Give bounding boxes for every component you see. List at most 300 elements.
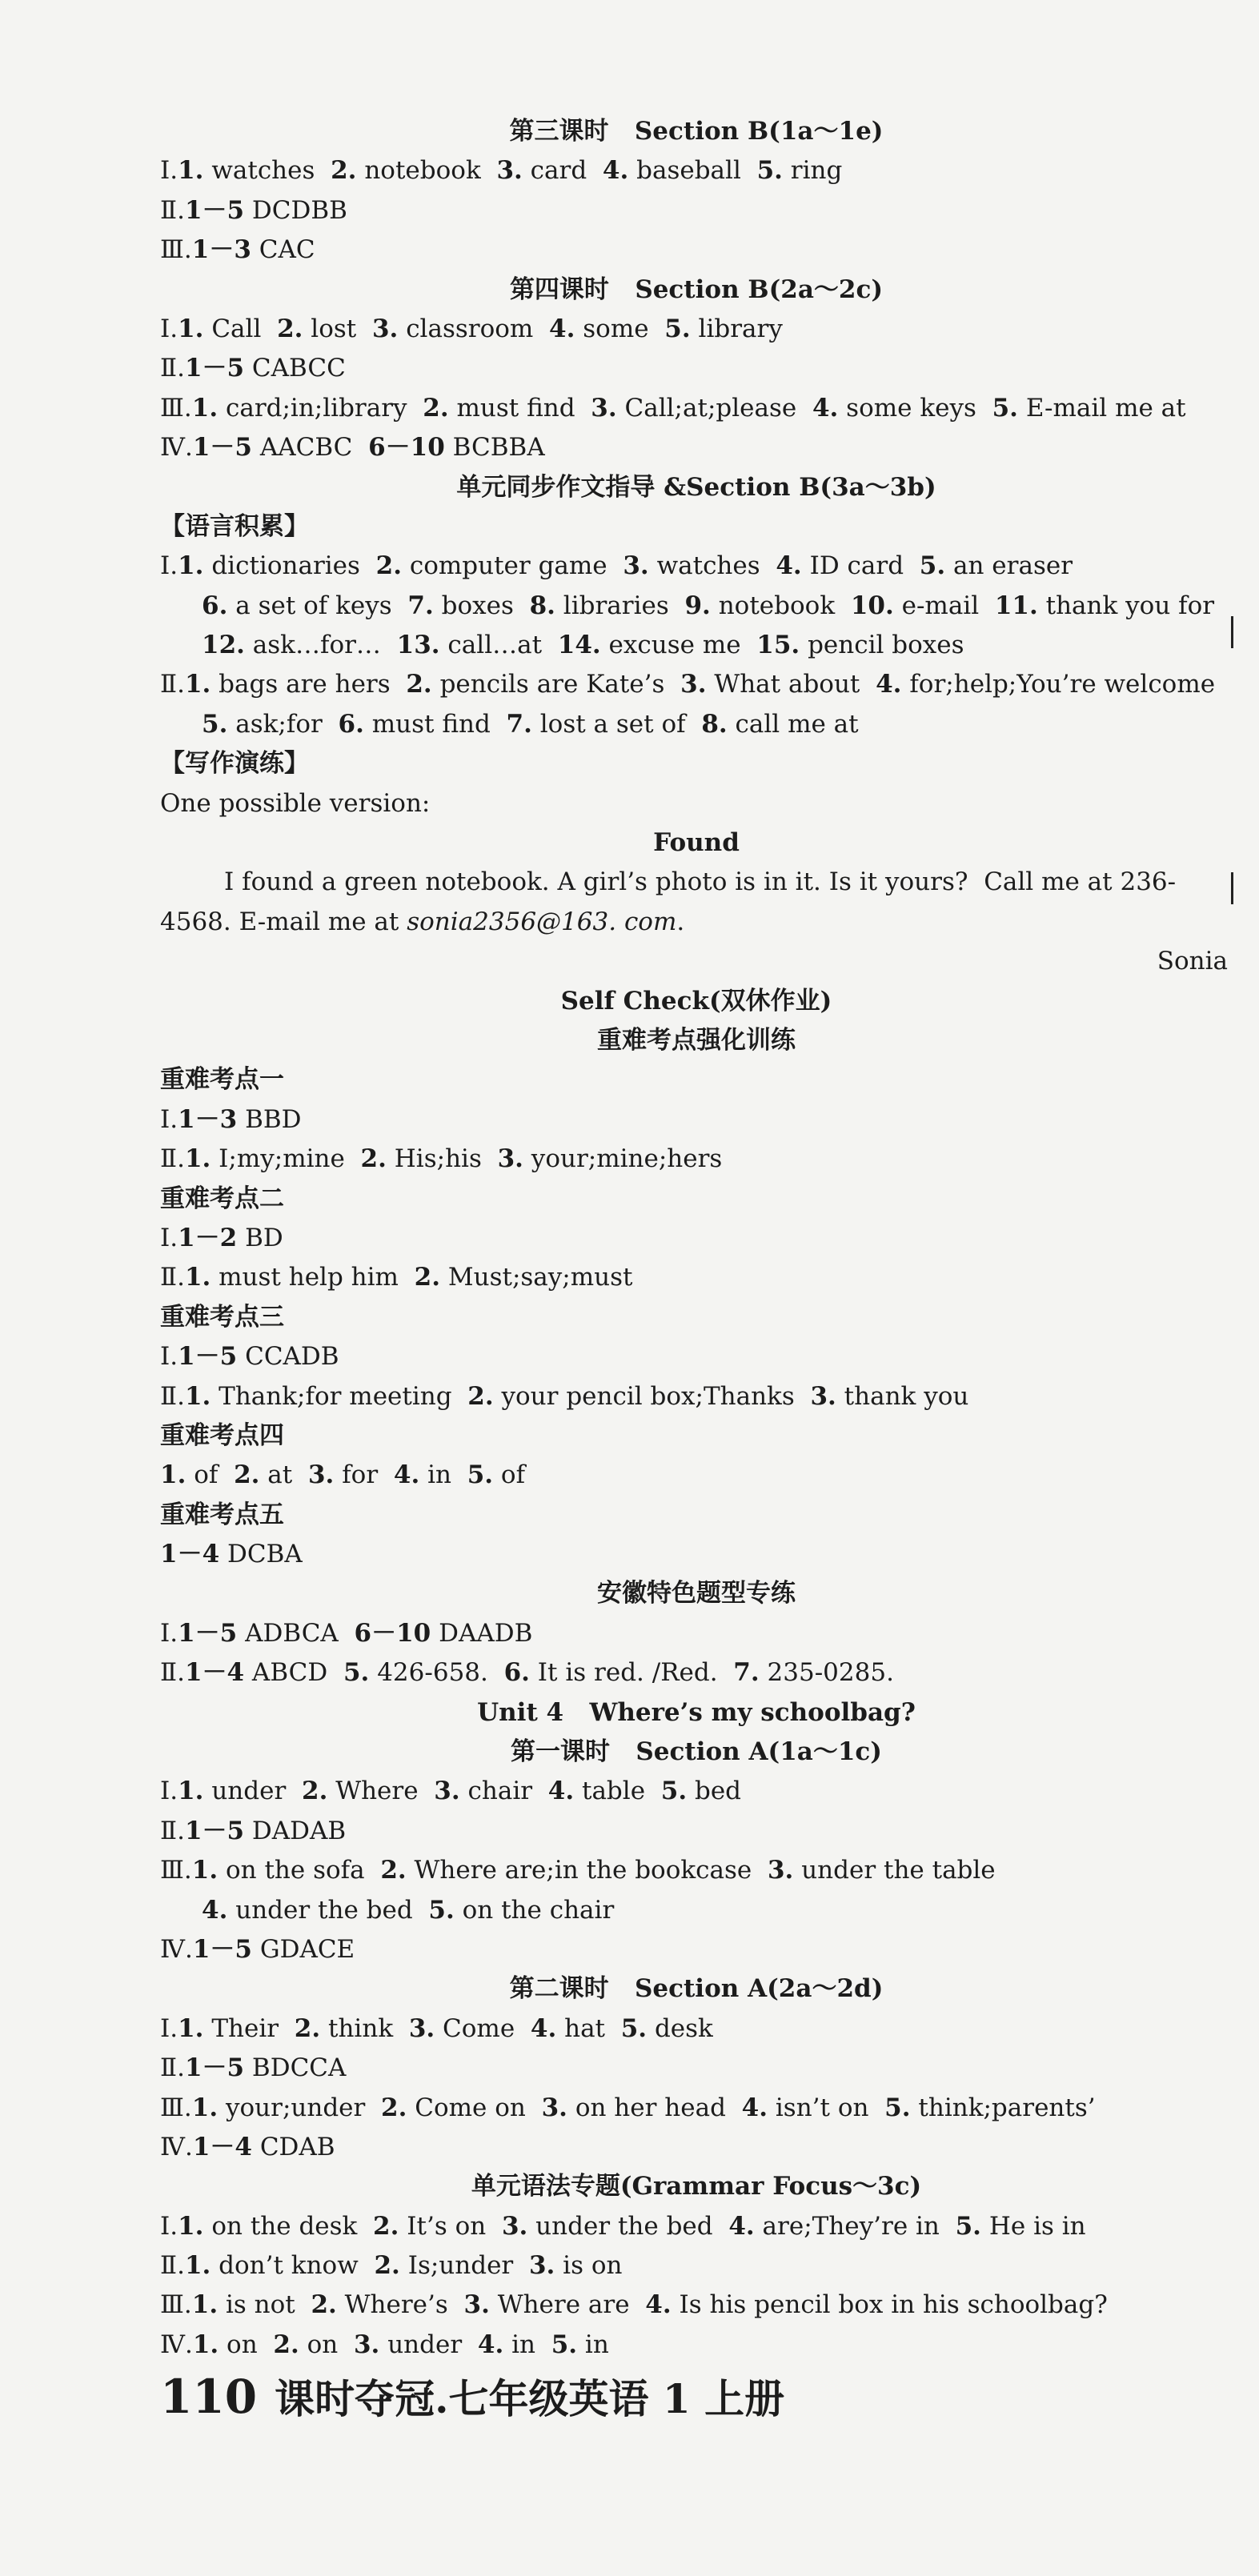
answer-text: lost a set of (531, 709, 702, 739)
answer-text: 5. (202, 709, 228, 739)
answer-text: 5. (756, 156, 783, 186)
answer-text: desk (647, 2013, 713, 2043)
answer-text: 6. (338, 709, 364, 739)
answer-text: 单元同步作文指导 &Section B(3a～3b) (456, 472, 936, 502)
answer-line (160, 349, 1233, 388)
answer-text: 1－2 (178, 1223, 238, 1252)
answer-text: Ⅲ. (160, 2093, 192, 2122)
answer-line (160, 705, 1233, 744)
answer-text: DAADB (431, 1618, 533, 1648)
answer-text: Ⅱ. (160, 195, 185, 225)
answer-text: It’s on (399, 2211, 502, 2241)
answer-text: in (503, 2330, 551, 2359)
answer-text: 3. (591, 393, 617, 423)
answer-text: 【写作演练】 (160, 749, 309, 779)
answer-text: One possible version: (160, 788, 431, 818)
answer-text: 13. (396, 631, 440, 660)
answer-text: your;mine;hers (523, 1144, 723, 1174)
answer-text: 2. (375, 551, 403, 581)
answer-line (160, 1930, 1233, 1969)
answer-text: 1－4 (192, 2132, 252, 2161)
answer-text: Must;say;must (440, 1263, 633, 1292)
answer-text: 第一课时 Section A(1a～1c) (511, 1737, 882, 1767)
answer-text: His;his (386, 1144, 498, 1174)
answer-line (160, 1535, 1233, 1574)
answer-text: 5. (660, 1777, 688, 1806)
answer-text: DCBA (219, 1540, 303, 1569)
answer-text: 单元语法专题(Grammar Focus～3c) (471, 2172, 922, 2201)
answer-text: excuse me (600, 631, 757, 660)
answer-text: your;under (218, 2093, 382, 2122)
answer-text: under (379, 2330, 478, 2359)
answer-text: watches (203, 156, 331, 186)
answer-text: Ⅳ. (160, 433, 193, 463)
answer-text: BBD (237, 1104, 302, 1134)
answer-text: E-mail me at (1017, 393, 1186, 423)
answer-line (160, 428, 1233, 467)
answer-text: 2. (423, 393, 449, 423)
answer-text: Ⅱ. (160, 1263, 185, 1292)
section-heading (160, 982, 1233, 1021)
answer-text: 1－4 (160, 1540, 220, 1569)
answer-text: Ⅱ. (160, 1144, 185, 1174)
answer-text: 235-0285. (759, 1658, 894, 1688)
answer-text: 3. (463, 2290, 490, 2320)
answer-line (160, 1653, 1233, 1693)
answer-text: Ⅱ. (160, 670, 185, 699)
answer-text: watches (648, 551, 776, 581)
answer-text: Ⅰ. (160, 551, 178, 581)
answer-text: 1. (191, 2290, 219, 2320)
answer-text: on her head (567, 2093, 742, 2122)
scan-edge-mark (1231, 872, 1233, 904)
answer-text: CAC (251, 235, 315, 265)
answer-text: hat (556, 2013, 621, 2043)
answer-text: Where are (489, 2290, 646, 2320)
answer-text: Call (203, 314, 278, 343)
section-heading (160, 823, 1233, 863)
answer-text: I;my;mine (211, 1144, 361, 1174)
answer-text: 3. (528, 2251, 555, 2281)
answer-text: dictionaries (203, 551, 376, 581)
answer-line (160, 2089, 1233, 2128)
answer-text: Ⅱ. (160, 2251, 185, 2281)
answer-text: 1. (178, 314, 204, 343)
section-heading (160, 1733, 1233, 1772)
answer-text: 5. (467, 1460, 494, 1490)
answer-text: 第四课时 Section B(2a～2c) (509, 274, 884, 304)
answer-line (160, 230, 1233, 270)
answer-line (160, 587, 1233, 626)
answer-text: 5. (343, 1658, 370, 1688)
answer-text: Unit 4 Where’s my schoolbag? (477, 1697, 916, 1727)
answer-text: in (577, 2330, 609, 2359)
answer-text: It is red. /Red. (529, 1658, 734, 1688)
answer-text: ADBCA (237, 1618, 355, 1648)
answer-text: 5. (664, 314, 691, 343)
answer-line (160, 310, 1233, 349)
answer-text: 5. (620, 2013, 648, 2043)
answer-text: 2. (331, 156, 357, 186)
answer-text: 7. (733, 1658, 760, 1688)
answer-text: 1. (178, 551, 204, 581)
answer-text: 2. (311, 2290, 337, 2320)
answer-text: Ⅰ. (160, 2211, 178, 2241)
answer-line (160, 665, 1233, 704)
answer-text: Ⅰ. (160, 1223, 178, 1252)
answer-text: must find (363, 709, 507, 739)
answer-text: 3. (408, 2013, 435, 2043)
answer-text: 4. (202, 1895, 228, 1925)
answer-line (160, 2286, 1233, 2325)
answer-text: a set of keys (227, 591, 408, 620)
answer-text: 4. (728, 2211, 755, 2241)
answer-text: 6－10 (354, 1618, 431, 1648)
answer-text: 5. (884, 2093, 911, 2122)
answer-text: are;They’re in (754, 2211, 956, 2241)
answer-text: Where (327, 1777, 435, 1806)
answer-text: 4568. E-mail me at (160, 907, 407, 936)
answer-text: 2. (302, 1777, 328, 1806)
answer-text: for (334, 1460, 394, 1490)
section-heading (160, 1969, 1233, 2009)
book-title: 课时夺冠.七年级英语 1 上册 (275, 2375, 785, 2422)
answer-text: 2. (360, 1144, 387, 1174)
answer-text: 4. (549, 314, 575, 343)
answer-text: Come on (407, 2093, 542, 2122)
answer-text: think (320, 2013, 409, 2043)
answer-text: 1. (184, 670, 211, 699)
answer-text: 7. (407, 591, 434, 620)
answer-text: 5. (551, 2330, 578, 2359)
answer-text: 1. (191, 1856, 219, 1885)
answer-text: Ⅳ. (160, 2132, 193, 2161)
answer-text: Ⅳ. (160, 1934, 193, 1964)
answer-text: 1－5 (184, 195, 245, 225)
answer-text: 1. (160, 1460, 186, 1490)
answer-text: 4. (530, 2013, 557, 2043)
answer-text: CABCC (244, 354, 346, 383)
answer-text: baseball (628, 156, 757, 186)
answer-text: Ⅰ. (160, 1777, 178, 1806)
answer-text: 3. (497, 1144, 523, 1174)
answer-text: 第三课时 Section B(1a～1e) (509, 117, 884, 146)
answer-line (160, 2246, 1233, 2286)
answer-text: He is in (980, 2211, 1086, 2241)
answer-text: chair (459, 1777, 548, 1806)
answer-text: Ⅱ. (160, 1816, 185, 1845)
answer-text: e-mail (893, 591, 995, 620)
answer-text: Come (435, 2013, 531, 2043)
answer-text: pencil boxes (800, 631, 964, 660)
answer-text: 1－5 (184, 2053, 245, 2083)
scan-edge-mark (1231, 616, 1233, 648)
answer-text: 2. (277, 314, 303, 343)
answer-text: Where’s (336, 2290, 464, 2320)
answer-line (160, 2128, 1233, 2167)
answer-text: 2. (406, 670, 432, 699)
answer-text: Ⅲ. (160, 393, 192, 423)
answer-line (160, 784, 1233, 823)
answer-text: 重难考点四 (160, 1420, 284, 1450)
answer-line (160, 2009, 1233, 2049)
answer-text: 4. (602, 156, 629, 186)
answer-text: Sonia (1157, 947, 1228, 976)
section-heading (160, 270, 1233, 310)
section-heading (160, 2167, 1233, 2206)
answer-text: sonia2356@163. com (407, 907, 677, 936)
answer-text: 1. (192, 2330, 219, 2359)
answer-text: 6. (202, 591, 228, 620)
answer-text: 2. (467, 1381, 494, 1411)
answer-text: ask;for (227, 709, 339, 739)
answer-text: CDAB (251, 2132, 335, 2161)
answer-text: 6－10 (368, 433, 445, 463)
answer-text: ID card (801, 551, 920, 581)
answer-text: 4. (876, 670, 902, 699)
answer-text: 3. (680, 670, 707, 699)
answer-text: 4. (812, 393, 839, 423)
answer-text: 1. (191, 393, 219, 423)
answer-line (160, 1812, 1233, 1851)
answer-text: Ⅲ. (160, 235, 192, 265)
answer-line (160, 1456, 1233, 1495)
answer-text: must find (448, 393, 591, 423)
answer-text: some (575, 314, 665, 343)
answer-text: 3. (501, 2211, 528, 2241)
answer-text: 1－5 (184, 354, 245, 383)
answer-text: 2. (381, 2093, 407, 2122)
answer-text: 1－5 (178, 1342, 238, 1372)
answer-line (160, 1298, 1233, 1337)
answer-text: on (299, 2330, 354, 2359)
answer-text: must help him (211, 1263, 415, 1292)
answer-line (160, 1891, 1233, 1930)
answer-line (160, 744, 1233, 783)
answer-text: on the desk (203, 2211, 374, 2241)
answer-line (160, 191, 1233, 230)
answer-text: Thank;for meeting (211, 1381, 468, 1411)
answer-text: AACBC (251, 433, 369, 463)
answer-text: ask…for… (244, 631, 397, 660)
answer-text: card (522, 156, 603, 186)
answer-line (160, 507, 1233, 547)
answer-text: Ⅱ. (160, 354, 185, 383)
answer-text: 1. (178, 2211, 204, 2241)
answer-text: computer game (402, 551, 623, 581)
answer-text: under the bed (527, 2211, 729, 2241)
answer-text: 1－5 (178, 1618, 238, 1648)
answer-text: bed (687, 1777, 742, 1806)
answer-line (160, 863, 1233, 902)
answer-text: Found (653, 828, 740, 858)
answer-line (160, 903, 1233, 942)
answer-text: 2. (234, 1460, 260, 1490)
answer-line (160, 1258, 1233, 1297)
answer-line (160, 1851, 1233, 1890)
answer-text: 重难考点五 (160, 1500, 284, 1529)
answer-text: Ⅰ. (160, 1342, 178, 1372)
answer-text: 重难考点一 (160, 1065, 284, 1095)
answer-text: 14. (557, 631, 601, 660)
answer-text: 2. (374, 2251, 400, 2281)
answer-text: on the chair (454, 1895, 615, 1925)
answer-text: CCADB (237, 1342, 339, 1372)
answer-text: GDACE (251, 1934, 355, 1964)
answer-line (160, 2049, 1233, 2088)
answer-text: 3. (810, 1381, 836, 1411)
answer-text: 4. (741, 2093, 768, 2122)
answer-text: 1. (191, 2093, 219, 2122)
answer-text: Ⅱ. (160, 1381, 185, 1411)
answer-text: 1－4 (184, 1658, 245, 1688)
answer-text: DADAB (244, 1816, 347, 1845)
answer-text: 1. (184, 2251, 211, 2281)
answer-text: 3. (353, 2330, 380, 2359)
answer-text: ring (782, 156, 843, 186)
answer-text: classroom (398, 314, 550, 343)
answer-text: Ⅱ. (160, 1658, 185, 1688)
answer-text: 5. (428, 1895, 455, 1925)
answer-text: 2. (414, 1263, 441, 1292)
answer-text: notebook (710, 591, 851, 620)
answer-line (160, 1377, 1233, 1416)
answer-text: in (419, 1460, 467, 1490)
page-footer (160, 2367, 784, 2425)
answer-text: bags are hers (211, 670, 407, 699)
answer-text: 1－5 (184, 1816, 245, 1845)
answer-text: 3. (623, 551, 649, 581)
answer-line (160, 626, 1233, 665)
answer-line (160, 942, 1233, 981)
answer-text: libraries (555, 591, 685, 620)
answer-text: for;help;You’re welcome (901, 670, 1216, 699)
answer-text: Is;under (399, 2251, 529, 2281)
answer-text: thank you for (1037, 591, 1215, 620)
answer-text: is on (555, 2251, 623, 2281)
answer-text: under the table (793, 1856, 996, 1885)
answer-text: 1. (178, 1777, 204, 1806)
section-heading (160, 1021, 1233, 1060)
answer-text: 重难考点三 (160, 1302, 284, 1332)
answer-text: BCBBA (444, 433, 545, 463)
answer-text: 3. (541, 2093, 567, 2122)
answer-text: 8. (529, 591, 555, 620)
answer-text: 6. (503, 1658, 530, 1688)
answer-content (160, 112, 1233, 2365)
answer-text: 4. (776, 551, 802, 581)
answer-line (160, 1180, 1233, 1219)
answer-text: Ⅰ. (160, 1618, 178, 1648)
answer-text: 重难考点强化训练 (597, 1025, 796, 1055)
answer-text: 2. (380, 1856, 407, 1885)
answer-line (160, 1337, 1233, 1376)
answer-text: 11. (994, 591, 1038, 620)
answer-text: 5. (919, 551, 946, 581)
answer-text: Call;at;please (616, 393, 812, 423)
answer-text: What about (706, 670, 876, 699)
answer-line (160, 2207, 1233, 2246)
answer-text: 安徽特色题型专练 (597, 1579, 796, 1608)
answer-text: 4. (477, 2330, 504, 2359)
answer-text: 7. (506, 709, 532, 739)
answer-text: 3. (307, 1460, 335, 1490)
section-heading (160, 112, 1233, 151)
answer-text: 3. (434, 1777, 460, 1806)
answer-text: Their (203, 2013, 295, 2043)
answer-text: Ⅰ. (160, 314, 178, 343)
answer-line (160, 389, 1233, 428)
answer-text: Ⅳ. (160, 2330, 193, 2359)
answer-text: under the bed (227, 1895, 429, 1925)
answer-text: BDCCA (244, 2053, 347, 2083)
answer-line (160, 1140, 1233, 1179)
answer-text: 10. (850, 591, 894, 620)
answer-text: 1. (178, 156, 204, 186)
answer-text: isn’t on (768, 2093, 885, 2122)
answer-line (160, 1614, 1233, 1653)
answer-text: 1－5 (192, 433, 252, 463)
answer-text: 3. (496, 156, 523, 186)
answer-line (160, 547, 1233, 586)
answer-text: 5. (955, 2211, 981, 2241)
answer-line (160, 1060, 1233, 1100)
answer-text: boxes (433, 591, 530, 620)
section-heading (160, 1574, 1233, 1613)
answer-line (160, 2326, 1233, 2365)
answer-text: 重难考点二 (160, 1184, 284, 1213)
answer-line (160, 1772, 1233, 1811)
answer-text: 2. (294, 2013, 321, 2043)
answer-text: 1－5 (192, 1934, 252, 1964)
answer-text: 426-658. (369, 1658, 504, 1688)
answer-text: table (574, 1777, 661, 1806)
answer-text: Where are;in the bookcase (406, 1856, 768, 1885)
answer-text: 2. (273, 2330, 299, 2359)
answer-text: card;in;library (218, 393, 423, 423)
answer-text: 4. (645, 2290, 672, 2320)
answer-text: DCDBB (244, 195, 347, 225)
answer-text: Self Check(双休作业) (560, 986, 832, 1016)
answer-text: on (219, 2330, 274, 2359)
answer-text: Ⅲ. (160, 1856, 192, 1885)
answer-text: ABCD (244, 1658, 343, 1688)
answer-text: is not (218, 2290, 311, 2320)
answer-text: 1. (184, 1144, 211, 1174)
answer-text: on the sofa (218, 1856, 381, 1885)
answer-text: 1－3 (178, 1104, 238, 1134)
answer-text: 4. (547, 1777, 575, 1806)
answer-text: 1. (184, 1381, 211, 1411)
answer-text: think;parents’ (910, 2093, 1096, 2122)
answer-text: of (493, 1460, 526, 1490)
answer-text: 2. (373, 2211, 399, 2241)
answer-text: 5. (992, 393, 1018, 423)
answer-text: 3. (371, 314, 399, 343)
answer-text: 12. (202, 631, 245, 660)
answer-text: 1－3 (191, 235, 251, 265)
page-number: 110 (160, 2370, 258, 2424)
answer-line (160, 151, 1233, 190)
answer-text: . (676, 907, 685, 936)
answer-text: Ⅰ. (160, 1104, 178, 1134)
answer-text: BD (237, 1223, 283, 1252)
answer-text: thank you (836, 1381, 969, 1411)
answer-text: Ⅲ. (160, 2290, 192, 2320)
section-heading (160, 1693, 1233, 1733)
answer-text: of (186, 1460, 235, 1490)
section-heading (160, 468, 1233, 507)
